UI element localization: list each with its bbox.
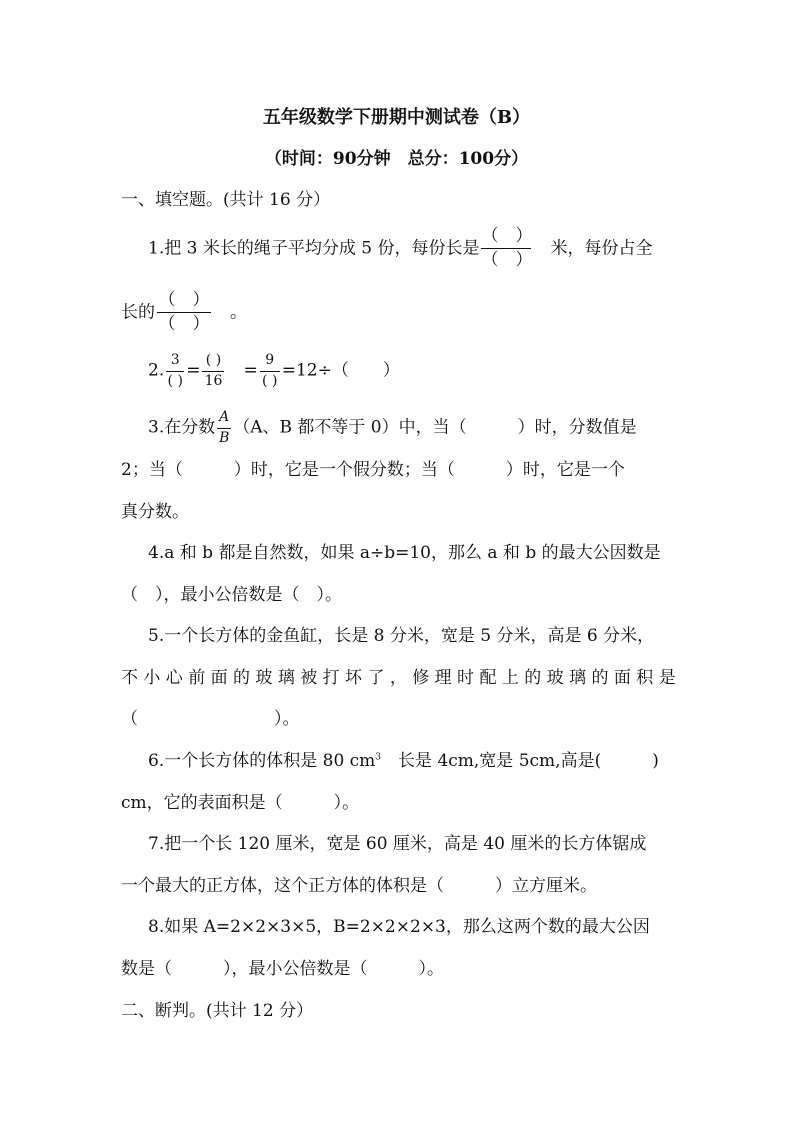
question-3-line-3: 真分数。 (121, 502, 189, 522)
q3-text-a: 3.在分数 (148, 417, 216, 438)
question-8-line-2: 数是（ ），最小公倍数是（ ）。 (121, 959, 444, 979)
section-heading-fill-in: 一、填空题。(共计 16 分） (121, 190, 331, 210)
question-5-line-1: 5.一个长方体的金鱼缸，长是 8 分米，宽是 5 分米，高是 6 分米， (148, 626, 655, 646)
section-heading-judgment: 二、断判。(共计 12 分） (121, 1001, 314, 1021)
question-4-line-1: 4.a 和 b 都是自然数，如果 a÷b=10，那么 a 和 b 的最大公因数是 (148, 543, 661, 563)
question-6-line-1 (148, 753, 659, 770)
q2-fraction-3 (260, 352, 280, 390)
question-5-line-2: 不 小 心 前 面 的 玻 璃 被 打 坏 了 ， 修 理 时 配 上 的 玻 璃 的 面 积 是 (121, 668, 676, 688)
q2-tail: =12÷（ ） (281, 360, 400, 381)
question-6-line-2: cm，它的表面积是（ ）。 (121, 793, 360, 813)
question-1-line-2 (121, 290, 247, 336)
q3-text-b: （A、B 都不等于 0）中，当（ ）时，分数值是 (233, 417, 637, 438)
page-title: 五年级数学下册期中测试卷（B） (262, 107, 531, 128)
q3-den: B (219, 429, 230, 446)
question-8-line-1: 8.如果 A=2×2×3×5，B=2×2×2×3，那么这两个数的最大公因 (148, 917, 650, 937)
q1-fraction-1 (481, 226, 531, 272)
q6-superscript: 3 (375, 752, 382, 763)
q3-num: A (219, 409, 230, 425)
q2-f2-num: ( ) (205, 352, 222, 368)
q2-f1-den: ( ) (167, 372, 183, 389)
question-7-line-1: 7.把一个长 120 厘米，宽是 60 厘米，高是 40 厘米的长方体锯成 (148, 834, 647, 854)
question-3-line-1 (148, 409, 637, 447)
q2-eq-1: = (186, 360, 201, 381)
q6-text-b: 长是 4cm,宽是 5cm,高是( ) (381, 751, 659, 771)
q1-frac2-num: （ ） (158, 290, 210, 310)
question-2 (148, 352, 400, 390)
question-7-line-2: 一个最大的正方体，这个正方体的体积是（ ）立方厘米。 (121, 876, 597, 896)
q1-fraction-2 (157, 290, 211, 336)
question-5-line-3: （ ）。 (121, 709, 300, 729)
q1-frac1-num: （ ） (481, 226, 533, 246)
q1-text-c: 长的 (121, 302, 155, 323)
q1-text-d: 。 (230, 302, 247, 323)
q3-fraction-ab (217, 409, 231, 447)
q2-f3-num: 9 (265, 352, 275, 368)
q6-text-a: 6.一个长方体的体积是 80 cm (148, 751, 376, 771)
question-1-line-1 (148, 226, 652, 272)
q1-frac2-den: （ ） (158, 314, 210, 335)
q2-fraction-1 (166, 352, 184, 390)
q1-text-b: 米，每份占全 (550, 238, 653, 259)
q2-fraction-2 (202, 352, 224, 390)
q2-f2-den: 16 (204, 372, 223, 389)
question-3-line-2: 2；当（ ）时，它是一个假分数；当（ ）时，它是一个 (121, 460, 625, 480)
q2-f3-den: ( ) (262, 372, 278, 389)
question-4-line-2: （ ），最小公倍数是（ ）。 (121, 585, 342, 605)
q2-prefix: 2. (148, 360, 165, 381)
q2-f1-num: 3 (170, 352, 180, 368)
page-subtitle: （时间：90分钟 总分：100分） (264, 149, 529, 169)
q1-text-a: 1.把 3 米长的绳子平均分成 5 份，每份长是 (148, 238, 480, 259)
q2-eq-2: = (243, 360, 258, 381)
q1-frac1-den: （ ） (481, 250, 533, 271)
